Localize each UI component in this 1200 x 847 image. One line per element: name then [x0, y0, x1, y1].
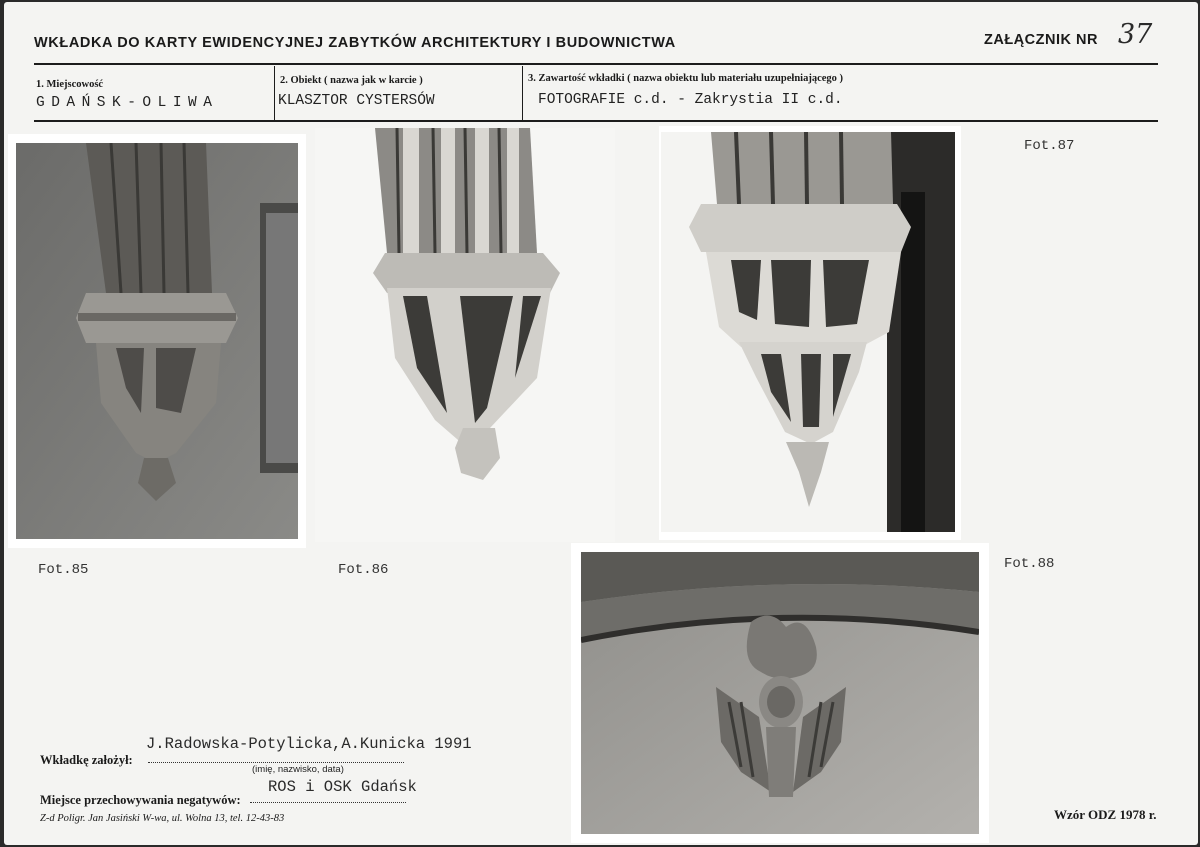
storage-value: ROS i OSK Gdańsk	[268, 778, 417, 796]
photo-85-caption: Fot.85	[38, 562, 89, 578]
photo-85-corbel-tracery	[16, 143, 298, 539]
photo-86-caption: Fot.86	[338, 562, 389, 578]
photo-86-frame	[315, 128, 615, 542]
annex-label: ZAŁĄCZNIK NR	[984, 32, 1098, 48]
object-value: KLASZTOR CYSTERSÓW	[278, 93, 435, 109]
annex-number: 37	[1118, 19, 1153, 50]
field-divider-1	[274, 66, 275, 122]
photo-88-angel-relief	[581, 552, 979, 834]
photo-86-painted-corbel	[315, 128, 615, 542]
storage-label: Miejsce przechowywania negatywów:	[40, 793, 241, 807]
content-label: 3. Zawartość wkładki ( nazwa obiektu lub materiału uzupełniającego )	[528, 73, 844, 84]
header-rule-top	[34, 63, 1158, 65]
photo-87-painted-corbel	[661, 132, 955, 532]
founder-hint: (imię, nazwisko, data)	[252, 764, 344, 775]
photo-88-caption: Fot.88	[1004, 556, 1055, 572]
photo-88-frame	[571, 543, 989, 843]
photo-87-caption: Fot.87	[1024, 138, 1075, 154]
header-rule-bottom	[34, 120, 1158, 122]
storage-dotted-line	[250, 802, 406, 803]
form-title: WKŁADKA DO KARTY EWIDENCYJNEJ ZABYTKÓW ARCHITEKTURY I BUDOWNICTWA	[34, 35, 676, 51]
form-template-label: Wzór ODZ 1978 r.	[1054, 807, 1157, 822]
photo-87-frame	[659, 126, 961, 540]
record-sheet	[4, 2, 1198, 845]
locality-label: 1. Miejscowość	[36, 79, 104, 90]
field-divider-2	[522, 66, 523, 122]
founder-value: J.Radowska-Potylicka,A.Kunicka 1991	[146, 735, 472, 753]
content-value: FOTOGRAFIE c.d. - Zakrystia II c.d.	[538, 92, 843, 108]
founder-label: Wkładkę założył:	[40, 753, 133, 767]
locality-value: GDAŃSK-OLIWA	[36, 95, 219, 111]
photo-85-frame	[8, 134, 306, 548]
founder-dotted-line	[148, 762, 404, 763]
printer-imprint: Z-d Poligr. Jan Jasiński W-wa, ul. Wolna 13, tel. 12-43-83	[40, 813, 285, 824]
object-label: 2. Obiekt ( nazwa jak w karcie )	[280, 75, 423, 86]
